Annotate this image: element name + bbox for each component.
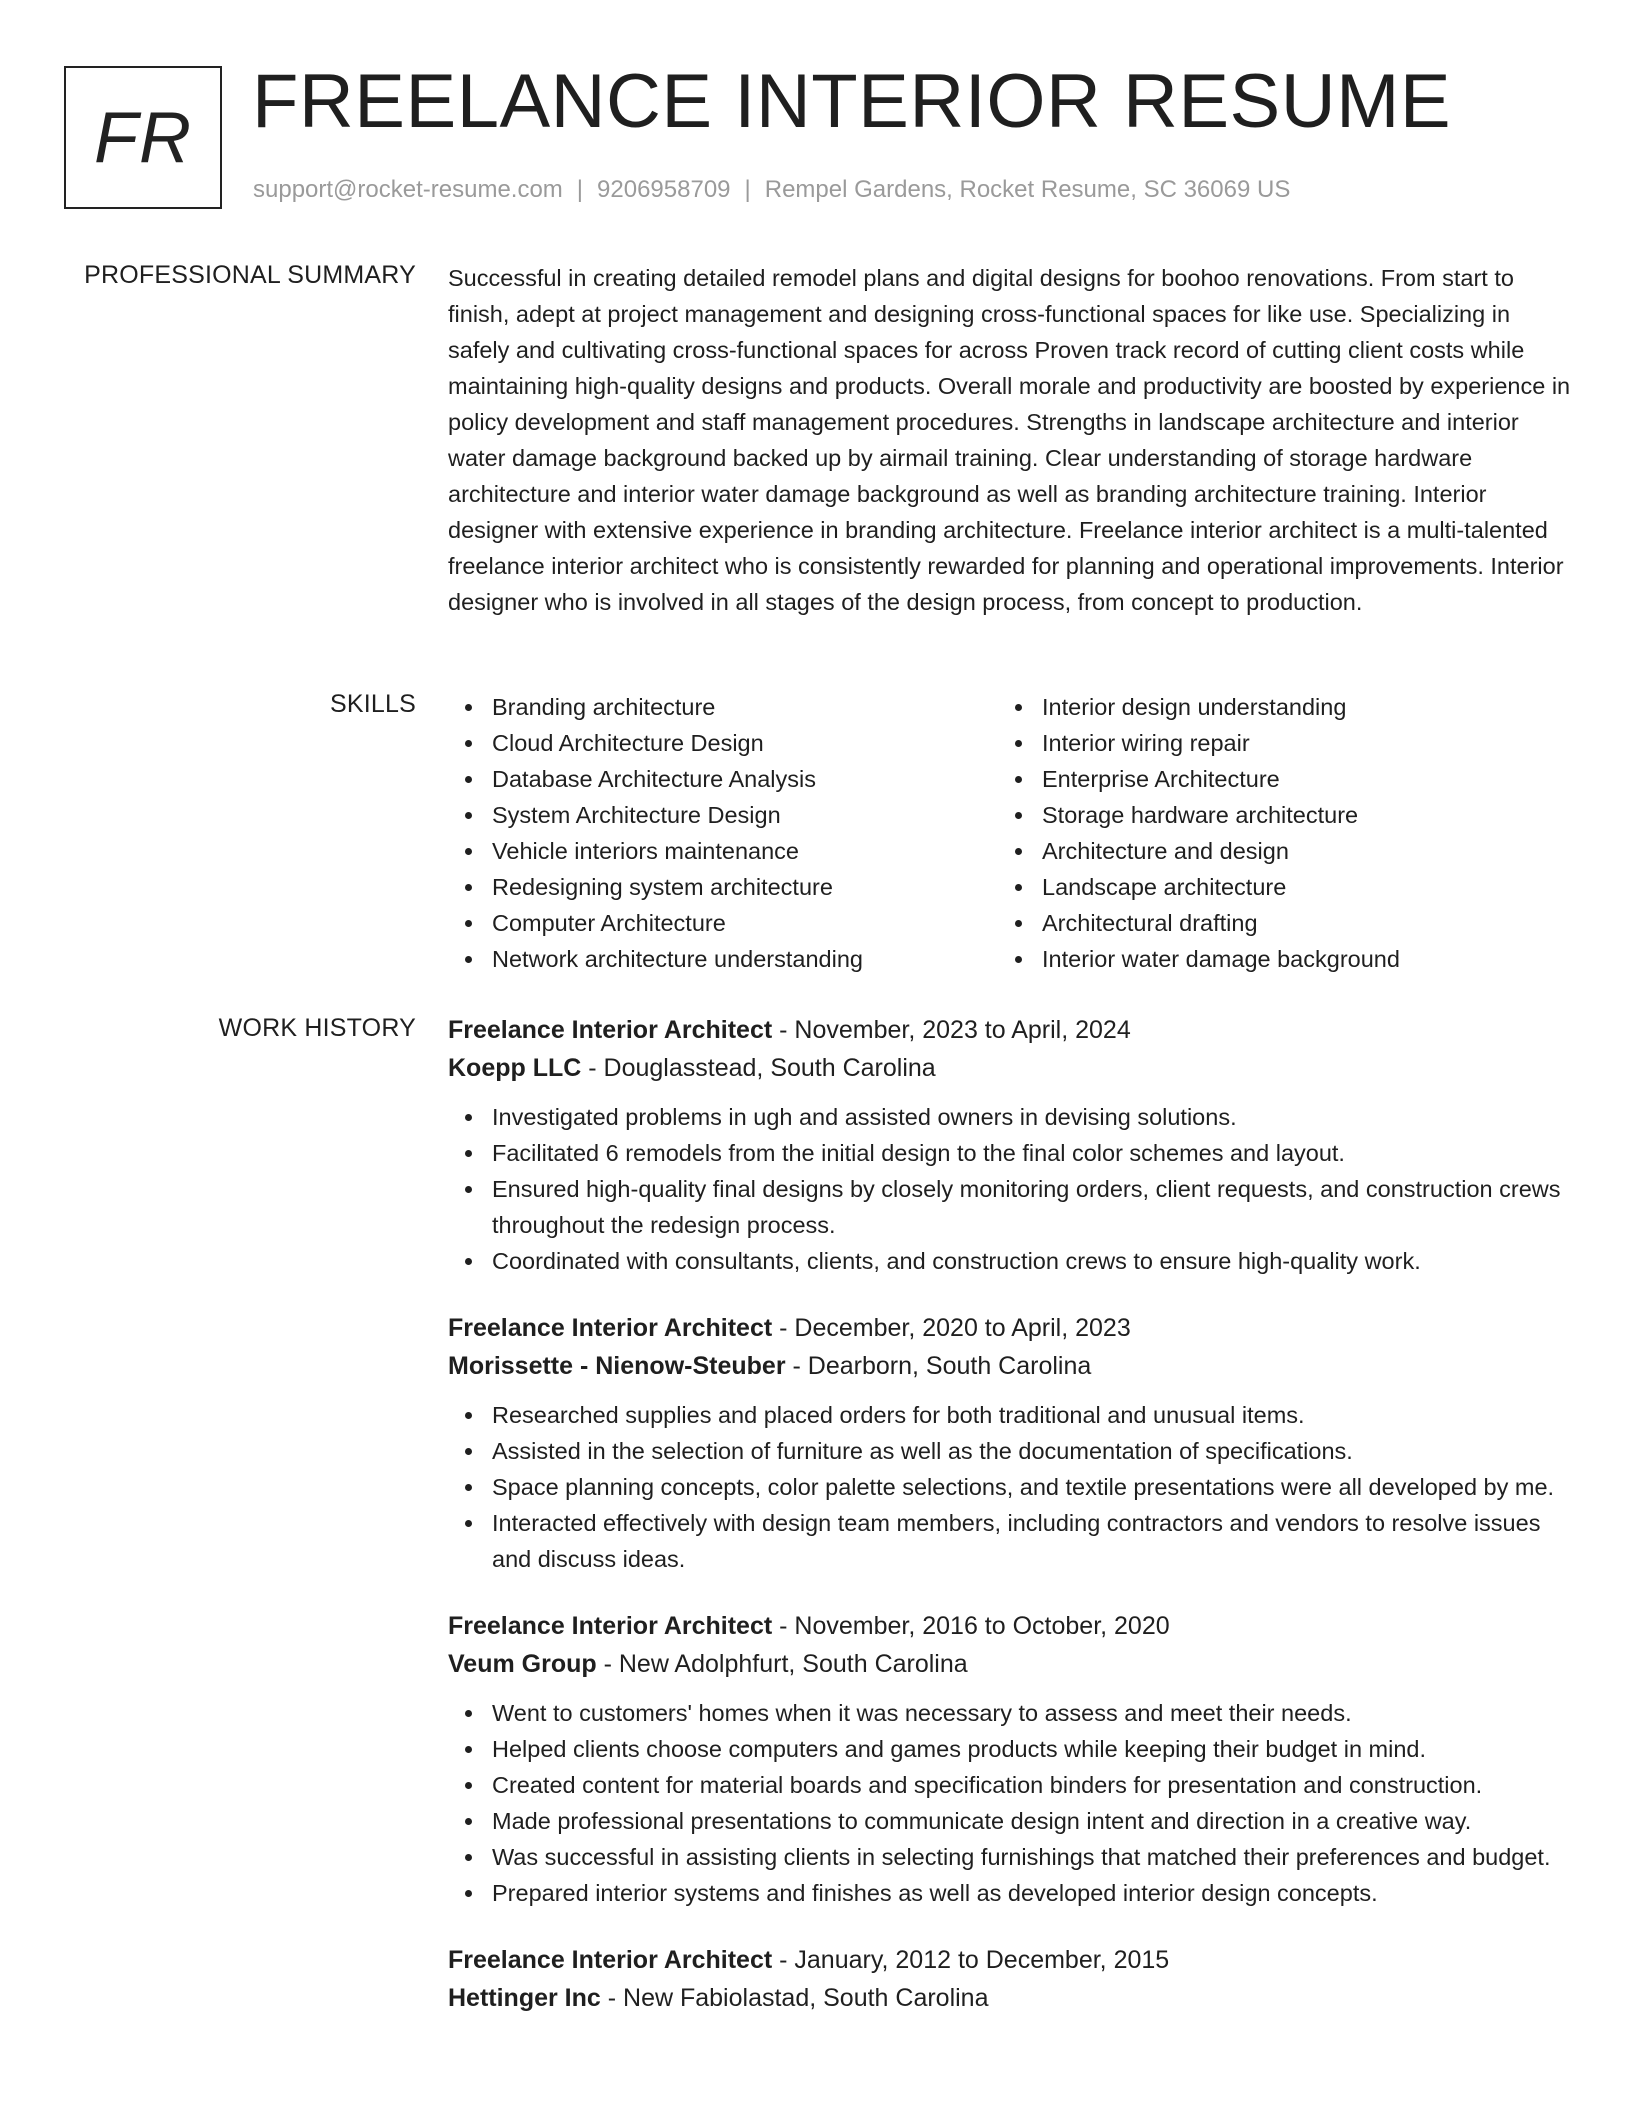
list-item: Helped clients choose computers and games products while keeping their budget in mind. [448, 1731, 1573, 1767]
contact-email: support@rocket-resume.com [253, 176, 563, 203]
list-item: Facilitated 6 remodels from the initial design to the final color schemes and layout. [448, 1135, 1573, 1171]
list-item: Space planning concepts, color palette selections, and textile presentations were all developed by me. [448, 1469, 1573, 1505]
job-entry [448, 1607, 1573, 1911]
list-item: Enterprise Architecture [998, 761, 1548, 797]
job-company-line [448, 1645, 1573, 1683]
contact-separator: | [744, 176, 751, 203]
job-company: Morissette - Nienow-Steuber [448, 1352, 786, 1380]
job-entry [448, 1941, 1573, 2017]
contact-phone: 9206958709 [597, 176, 731, 203]
monogram-badge: FR [64, 66, 222, 209]
job-company: Hettinger Inc [448, 1984, 601, 2012]
job-title: Freelance Interior Architect [448, 1314, 773, 1342]
job-location: - New Adolphfurt, South Carolina [596, 1650, 968, 1678]
job-dates: - November, 2016 to October, 2020 [772, 1612, 1170, 1640]
list-item: Database Architecture Analysis [448, 761, 998, 797]
list-item: Computer Architecture [448, 905, 998, 941]
job-title: Freelance Interior Architect [448, 1946, 773, 1974]
contact-address: Rempel Gardens, Rocket Resume, SC 36069 US [764, 176, 1291, 203]
job-dates: - November, 2023 to April, 2024 [772, 1016, 1131, 1044]
resume-title: FREELANCE INTERIOR RESUME [252, 59, 1452, 144]
list-item: Went to customers' homes when it was necessary to assess and meet their needs. [448, 1695, 1573, 1731]
job-entry [448, 1011, 1573, 1279]
job-location: - Douglasstead, South Carolina [581, 1054, 936, 1082]
job-company: Veum Group [448, 1650, 597, 1678]
job-company-line [448, 1347, 1573, 1385]
list-item: Investigated problems in ugh and assisted owners in devising solutions. [448, 1099, 1573, 1135]
list-item: Ensured high-quality final designs by closely monitoring orders, client requests, and construction crews throughout the redesign process. [448, 1171, 1573, 1243]
contact-separator: | [576, 176, 584, 203]
list-item: Prepared interior systems and finishes as well as developed interior design concepts. [448, 1875, 1573, 1911]
list-item: Storage hardware architecture [998, 797, 1548, 833]
contact-line [253, 176, 1290, 204]
job-entry [448, 1309, 1573, 1577]
job-title: Freelance Interior Architect [448, 1612, 773, 1640]
list-item: Branding architecture [448, 689, 998, 725]
list-item: Landscape architecture [998, 869, 1548, 905]
job-company: Koepp LLC [448, 1054, 582, 1082]
list-item: Network architecture understanding [448, 941, 998, 977]
job-company-line [448, 1979, 1573, 2017]
summary-text: Successful in creating detailed remodel plans and digital designs for boohoo renovations. From start to finish, adept at project management and designing cross-functional spaces for like use. Specializing in safely and cultivating cross-functional spaces for across Proven track record of cutting client costs while maintaining high-quality designs and products. Overall morale and productivity are boosted by experience in policy development and staff management procedures. Strengths in landscape architecture and interior water damage background backed up by airmail training. Clear understanding of storage hardware architecture and interior water damage background as well as branding architecture training. Interior designer with extensive experience in branding architecture. Freelance interior architect is a multi-talented freelance interior architect who is consistently rewarded for planning and operational improvements. Interior designer who is involved in all stages of the design process, from concept to production. [448, 265, 1571, 615]
job-dates: - January, 2012 to December, 2015 [772, 1946, 1170, 1974]
list-item: Interior wiring repair [998, 725, 1548, 761]
job-bullets [448, 1695, 1573, 1911]
job-bullets [448, 1397, 1573, 1577]
job-bullets [448, 1099, 1573, 1279]
list-item: Interior water damage background [998, 941, 1548, 977]
job-location: - Dearborn, South Carolina [785, 1352, 1092, 1380]
list-item: Created content for material boards and specification binders for presentation and construction. [448, 1767, 1573, 1803]
list-item: Vehicle interiors maintenance [448, 833, 998, 869]
list-item: Made professional presentations to communicate design intent and direction in a creative way. [448, 1803, 1573, 1839]
work-history-heading: WORK HISTORY [218, 1014, 416, 1042]
job-title-line [448, 1309, 1573, 1347]
list-item: Assisted in the selection of furniture as well as the documentation of specifications. [448, 1433, 1573, 1469]
job-title-line [448, 1607, 1573, 1645]
list-item: Architectural drafting [998, 905, 1548, 941]
list-item: Interior design understanding [998, 689, 1548, 725]
list-item: Interacted effectively with design team members, including contractors and vendors to resolve issues and discuss ideas. [448, 1505, 1573, 1577]
list-item: Was successful in assisting clients in selecting furnishings that matched their preferences and budget. [448, 1839, 1573, 1875]
job-title-line [448, 1011, 1573, 1049]
summary-heading: PROFESSIONAL SUMMARY [84, 261, 416, 289]
skills-body [448, 689, 1573, 977]
work-history-body [448, 1011, 1573, 2047]
list-item: Cloud Architecture Design [448, 725, 998, 761]
job-dates: - December, 2020 to April, 2023 [772, 1314, 1131, 1342]
skills-heading: SKILLS [330, 690, 416, 718]
job-title-line [448, 1941, 1573, 1979]
skills-list-right [998, 689, 1548, 977]
list-item: Architecture and design [998, 833, 1548, 869]
job-title: Freelance Interior Architect [448, 1016, 773, 1044]
skills-list-left [448, 689, 998, 977]
list-item: Researched supplies and placed orders for both traditional and unusual items. [448, 1397, 1573, 1433]
list-item: Redesigning system architecture [448, 869, 998, 905]
job-company-line [448, 1049, 1573, 1087]
list-item: Coordinated with consultants, clients, and construction crews to ensure high-quality work. [448, 1243, 1573, 1279]
list-item: System Architecture Design [448, 797, 998, 833]
job-location: - New Fabiolastad, South Carolina [600, 1984, 989, 2012]
